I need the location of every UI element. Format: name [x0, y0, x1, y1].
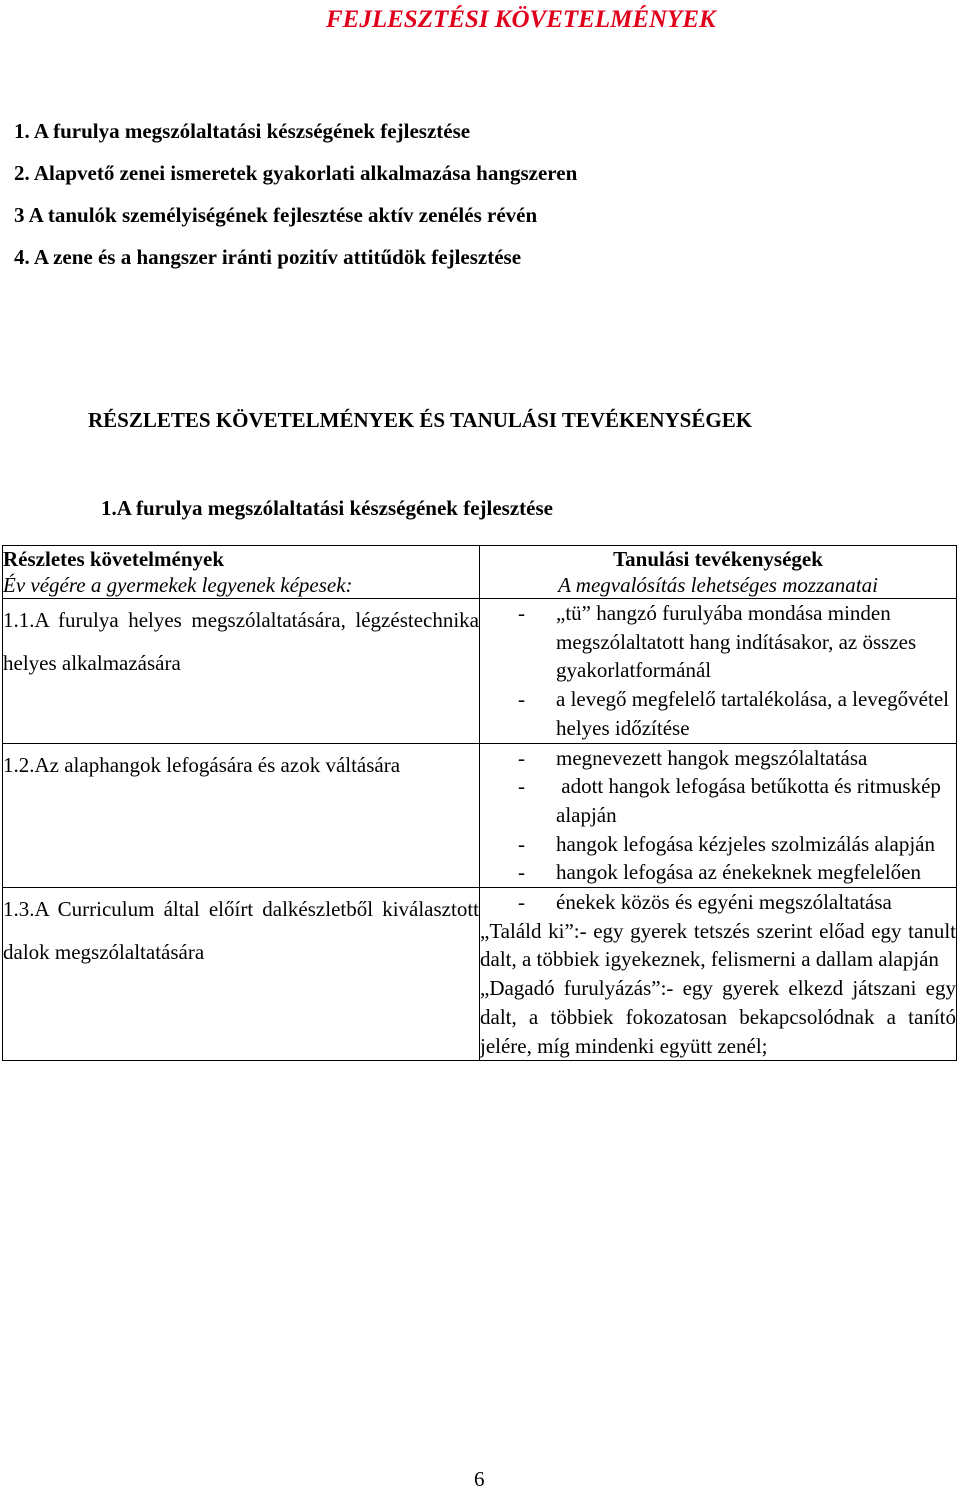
activity-text: „tü” hangzó furulyába mondása minden megszólaltatott hang indításakor, az összes gyakorlatformánál: [556, 601, 917, 683]
dash-bullet: -: [518, 831, 525, 856]
activity-text: hangok lefogása az énekeknek megfelelően: [556, 860, 921, 885]
section-heading: RÉSZLETES KÖVETELMÉNYEK ÉS TANULÁSI TEVÉKENYSÉGEK: [88, 408, 753, 432]
activity-item: [480, 744, 956, 773]
requirement-text: 1.2.Az alaphangok lefogására és azok váltására: [3, 752, 401, 777]
dash-bullet: -: [518, 774, 525, 799]
table-header-row: [3, 546, 957, 599]
sub-heading: 1.A furulya megszólaltatási készségének fejlesztése: [101, 496, 553, 520]
goal-item: 3 A tanulók személyiségének fejlesztése aktív zenélés révén: [14, 203, 538, 227]
dash-bullet: -: [518, 687, 525, 712]
dash-bullet: -: [518, 601, 525, 625]
table-row: [3, 743, 957, 888]
activity-item: [480, 599, 956, 685]
requirement-cell: [3, 599, 480, 744]
requirement-cell: [3, 743, 480, 888]
requirements-header-title: Részletes követelmények: [3, 547, 225, 571]
activity-text: megnevezett hangok megszólaltatása: [556, 745, 868, 770]
activities-header-title: Tanulási tevékenységek: [613, 547, 823, 571]
activity-item: [480, 858, 956, 887]
activity-text: hangok lefogása kézjeles szolmizálás alapján: [556, 831, 936, 856]
game-description: „Találd ki”:- egy gyerek tetszés szerint előad egy tanult dalt, a többiek igyekeznek, felismerni a dallam alapján: [480, 918, 956, 972]
requirement-text: 1.3.A Curriculum által előírt dalkészletből kiválasztott dalok megszólaltatására: [3, 897, 479, 965]
requirement-cell: [3, 888, 480, 1061]
dash-bullet: -: [518, 745, 525, 770]
activity-item: [480, 772, 956, 829]
page-title: FEJLESZTÉSI KÖVETELMÉNYEK: [326, 6, 716, 33]
activity-item: [480, 830, 956, 859]
requirements-header-subtitle: Év végére a gyermekek legyenek képesek:: [3, 573, 353, 597]
table-row: [3, 888, 957, 1061]
page-number: 6: [474, 1467, 485, 1491]
activity-item: [480, 685, 956, 742]
activity-text: adott hangok lefogása betűkotta és ritmuskép alapján: [556, 774, 947, 827]
requirements-table: [2, 545, 957, 1061]
development-goals-list: [14, 116, 577, 284]
activities-cell: [480, 888, 957, 1061]
activity-text: a levegő megfelelő tartalékolása, a levegővétel helyes időzítése: [556, 687, 949, 740]
activities-cell: [480, 743, 957, 888]
dash-bullet: -: [518, 890, 525, 915]
requirement-text: 1.1.A furulya helyes megszólaltatására, légzéstechnika helyes alkalmazására: [3, 608, 479, 675]
activity-item: [480, 888, 956, 917]
activities-header-cell: [480, 546, 957, 599]
dash-bullet: -: [518, 860, 525, 885]
activities-cell: [480, 599, 957, 744]
activities-header-subtitle: A megvalósítás lehetséges mozzanatai: [558, 573, 878, 597]
goal-item: 1. A furulya megszólaltatási készségének fejlesztése: [14, 119, 471, 143]
game-description: „Dagadó furulyázás”:- egy gyerek elkezd játszani egy dalt, a többiek fokozatosan bekapcsolódnak a tanító jelére, míg mindenki együtt zenél;: [480, 976, 956, 1058]
goal-item: 2. Alapvető zenei ismeretek gyakorlati alkalmazása hangszeren: [14, 161, 578, 185]
activity-text: énekek közös és egyéni megszólaltatása: [556, 890, 892, 915]
goal-item: 4. A zene és a hangszer iránti pozitív attitűdök fejlesztése: [14, 245, 522, 269]
requirements-header-cell: [3, 546, 480, 599]
table-row: [3, 599, 957, 744]
